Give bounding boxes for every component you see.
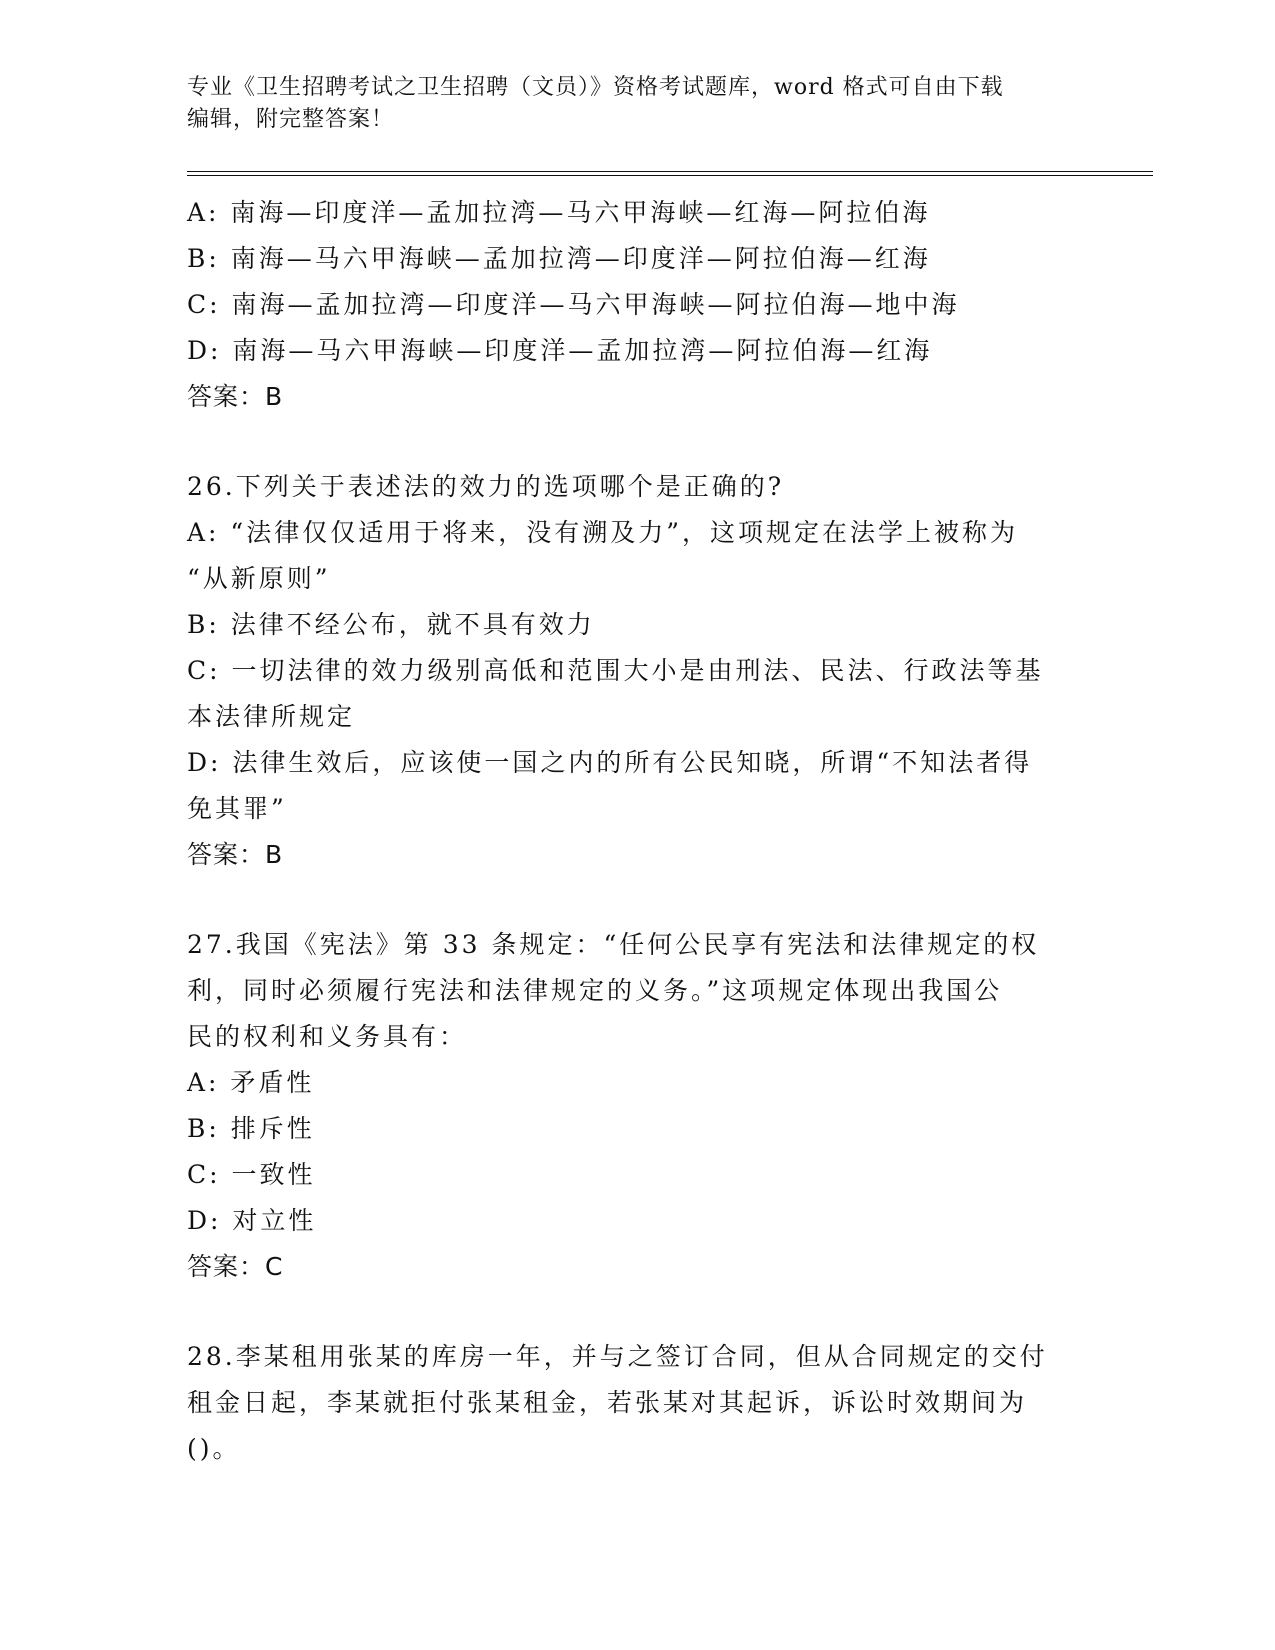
document-header <box>187 72 1067 136</box>
q26-option-d-line-2: 免其罪” <box>187 794 287 823</box>
q27-question-line-3: 民的权利和义务具有： <box>187 1022 468 1051</box>
header-line-2: 编辑，附完整答案！ <box>187 107 395 132</box>
question-28 <box>187 1334 1077 1472</box>
q25-option-c: C: 南海—孟加拉湾—印度洋—马六甲海峡—阿拉伯海—地中海 <box>187 290 960 319</box>
q28-question-line-2: 租金日起，李某就拒付张某租金，若张某对其起诉，诉讼时效期间为 <box>187 1388 1028 1417</box>
q25-answer: 答案：B <box>187 382 284 411</box>
q27-option-d: D: 对立性 <box>187 1206 317 1235</box>
q27-option-a: A: 矛盾性 <box>187 1068 315 1097</box>
q28-question-line-3: ()。 <box>187 1434 241 1463</box>
q26-option-d-line-1: D: 法律生效后，应该使一国之内的所有公民知晓，所谓“不知法者得 <box>187 748 1033 777</box>
question-26 <box>187 464 1077 878</box>
q26-option-b: B: 法律不经公布，就不具有效力 <box>187 610 595 639</box>
question-25 <box>187 190 1077 420</box>
q25-option-a: A: 南海—印度洋—孟加拉湾—马六甲海峡—红海—阿拉伯海 <box>187 198 931 227</box>
q25-option-d: D: 南海—马六甲海峡—印度洋—孟加拉湾—阿拉伯海—红海 <box>187 336 933 365</box>
document-body <box>187 190 1077 1472</box>
header-rule-bottom <box>187 175 1153 176</box>
q25-option-b: B: 南海—马六甲海峡—孟加拉湾—印度洋—阿拉伯海—红海 <box>187 244 931 273</box>
q27-option-b: B: 排斥性 <box>187 1114 315 1143</box>
q26-question: 26.下列关于表述法的效力的选项哪个是正确的? <box>187 472 785 501</box>
question-27 <box>187 922 1077 1290</box>
spacer <box>187 878 1077 922</box>
q27-question-line-2: 利，同时必须履行宪法和法律规定的义务。”这项规定体现出我国公 <box>187 976 1003 1005</box>
q27-question-line-1: 27.我国《宪法》第 33 条规定：“任何公民享有宪法和法律规定的权 <box>187 930 1040 959</box>
q26-option-c-line-1: C: 一切法律的效力级别高低和范围大小是由刑法、民法、行政法等基 <box>187 656 1044 685</box>
spacer <box>187 1290 1077 1334</box>
q27-answer: 答案：C <box>187 1252 284 1281</box>
q26-option-a-line-1: A: “法律仅仅适用于将来，没有溯及力”，这项规定在法学上被称为 <box>187 518 1018 547</box>
q27-option-c: C: 一致性 <box>187 1160 316 1189</box>
spacer <box>187 420 1077 464</box>
header-rule-top <box>187 171 1153 172</box>
header-line-1: 专业《卫生招聘考试之卫生招聘（文员）》资格考试题库，word 格式可自由下载 <box>187 75 1004 100</box>
q26-answer: 答案：B <box>187 840 284 869</box>
q28-question-line-1: 28.李某租用张某的库房一年，并与之签订合同，但从合同规定的交付 <box>187 1342 1048 1371</box>
q26-option-a-line-2: “从新原则” <box>187 564 331 593</box>
q26-option-c-line-2: 本法律所规定 <box>187 702 356 731</box>
